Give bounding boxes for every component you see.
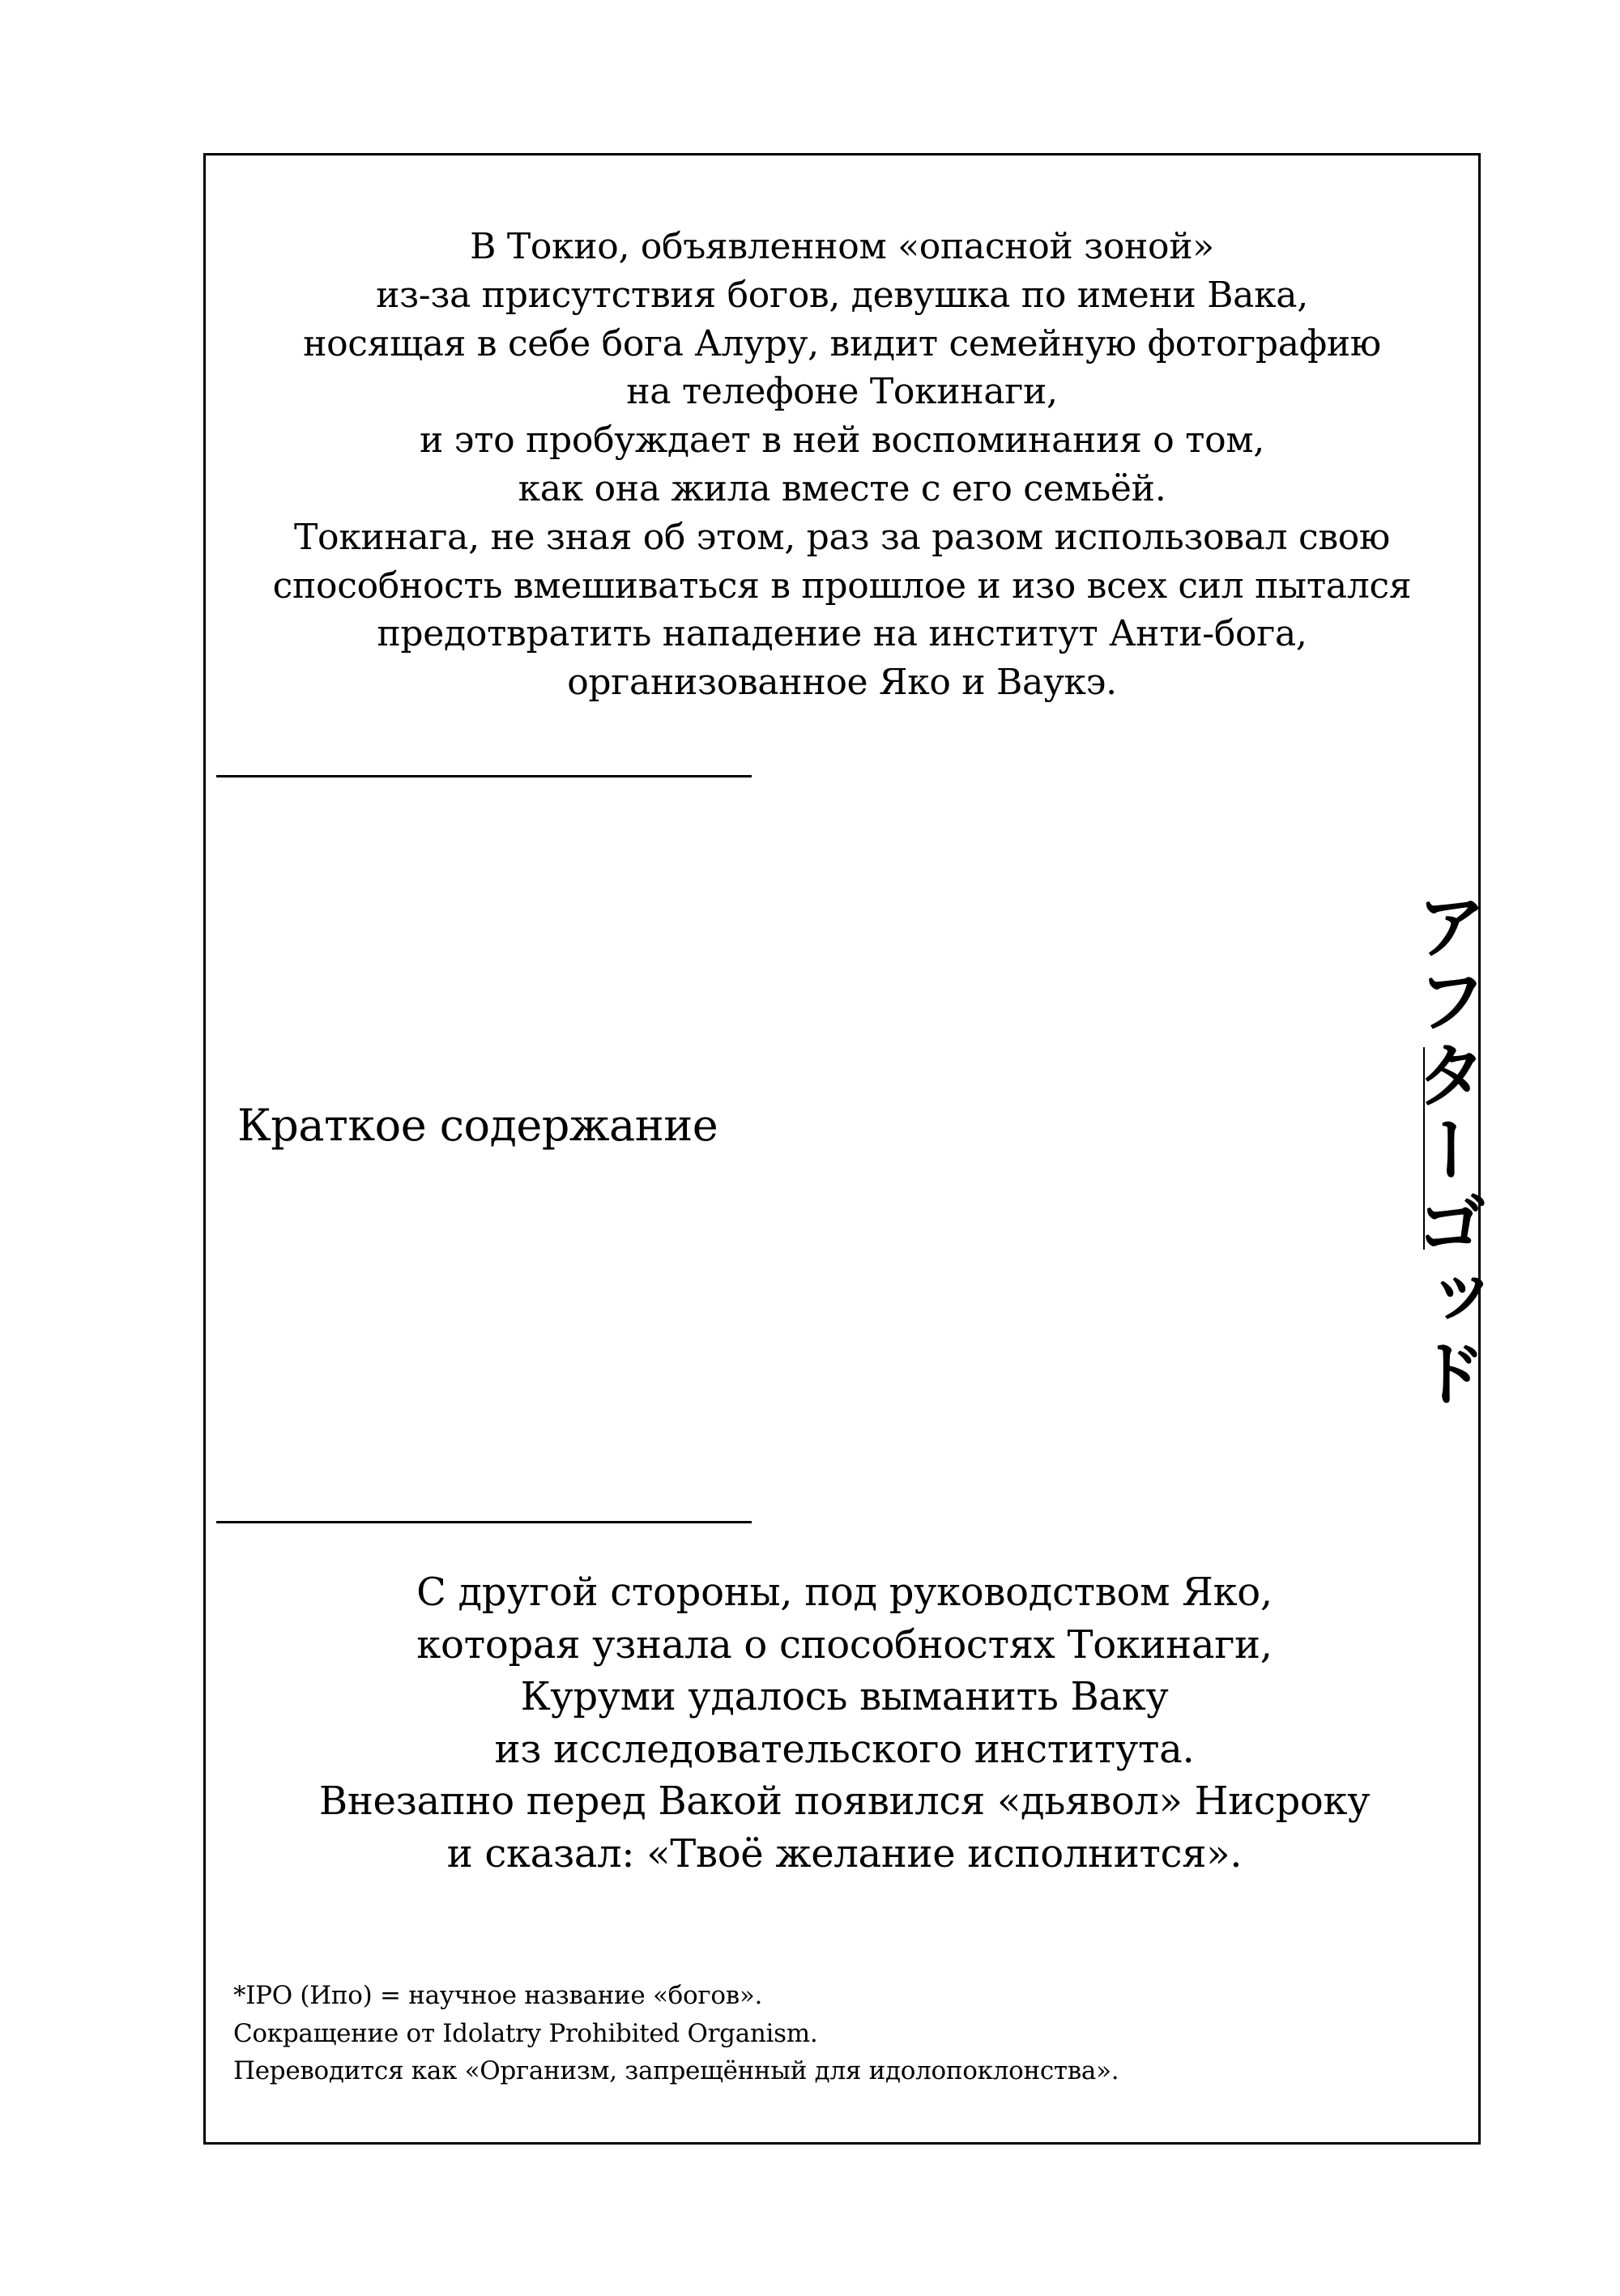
footnote bbox=[233, 1977, 1119, 2090]
summary-bottom-line: С другой стороны, под руководством Яко, bbox=[416, 1570, 1273, 1615]
vertical-title-logo: アフターゴッド bbox=[1405, 889, 1489, 1411]
summary-top-line: организованное Яко и Ваукэ. bbox=[567, 662, 1117, 704]
section-heading: Краткое содержание bbox=[237, 1100, 718, 1151]
summary-top-line: из-за присутствия богов, девушка по имени Вака, bbox=[376, 274, 1308, 316]
divider-top bbox=[216, 775, 752, 777]
summary-top-line: способность вмешиваться в прошлое и изо всех сил пытался bbox=[272, 564, 1412, 607]
summary-bottom-line: и сказал: «Твоё желание исполнится». bbox=[446, 1830, 1243, 1876]
summary-bottom-line: из исследовательского института. bbox=[494, 1726, 1195, 1772]
summary-top-line: на телефоне Токинаги, bbox=[626, 371, 1058, 413]
summary-bottom-line: которая узнала о способностях Токинаги, bbox=[416, 1621, 1273, 1668]
footnote-line: *IPO (Ипо) = научное название «богов». bbox=[233, 1981, 763, 2010]
footnote-line: Переводится как «Организм, запрещённый для идолопоклонства». bbox=[233, 2056, 1119, 2085]
summary-bottom-line: Куруми удалось выманить Ваку bbox=[520, 1674, 1169, 1720]
summary-top-line: предотвратить нападение на институт Анти-бога, bbox=[377, 613, 1307, 655]
summary-top-text bbox=[203, 223, 1481, 707]
footnote-line: Сокращение от Idolatry Prohibited Organism. bbox=[233, 2018, 818, 2048]
divider-bottom bbox=[216, 1521, 752, 1523]
summary-bottom-line: Внезапно перед Вакой появился «дьявол» Нисроку bbox=[318, 1778, 1371, 1825]
summary-top-line: Токинага, не зная об этом, раз за разом использовал свою bbox=[293, 516, 1390, 558]
summary-top-line: В Токио, объявленном «опасной зоной» bbox=[470, 226, 1214, 267]
summary-top-line: и это пробуждает в ней воспоминания о том, bbox=[420, 420, 1264, 462]
summary-bottom-text bbox=[203, 1566, 1486, 1881]
summary-top-line: носящая в себе бога Алуру, видит семейную фотографию bbox=[303, 322, 1381, 364]
summary-top-line: как она жила вместе с его семьёй. bbox=[518, 467, 1166, 509]
